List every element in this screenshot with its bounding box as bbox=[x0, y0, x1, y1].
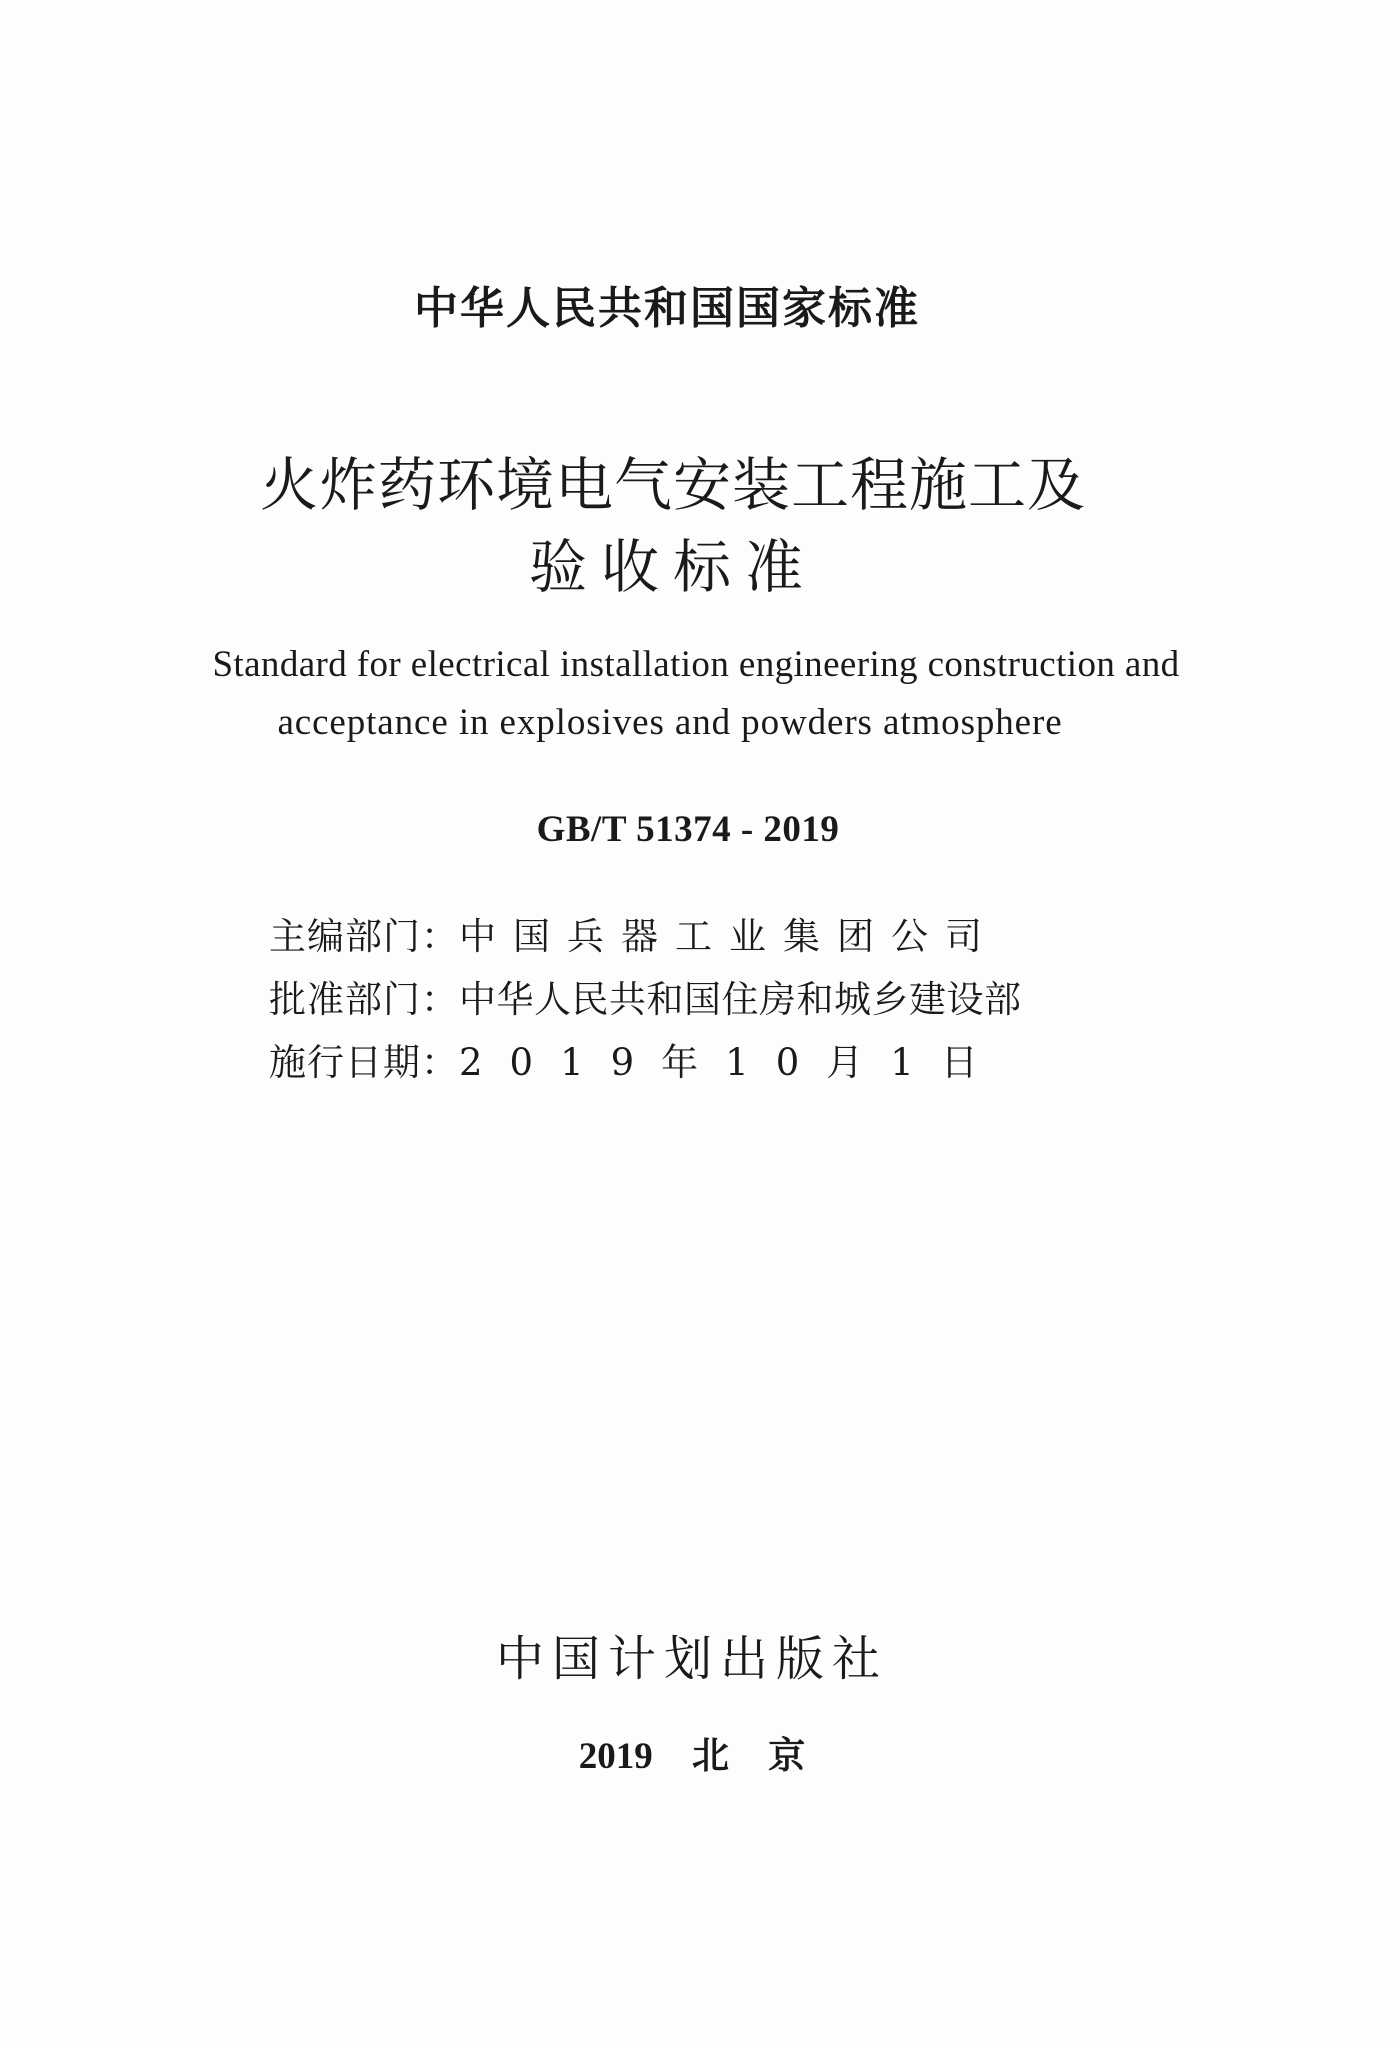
effective-date-value: 2019年10月1日 bbox=[459, 1041, 1005, 1084]
title-chinese-line-2: 验收标准 bbox=[528, 533, 817, 601]
national-standard-heading: 中华人民共和国国家标准 bbox=[414, 283, 920, 334]
standard-code: GB/T 51374 - 2019 bbox=[536, 809, 840, 850]
editor-label: 主编部门： bbox=[269, 915, 459, 958]
approver-row bbox=[269, 969, 1022, 1025]
approver-label: 批准部门： bbox=[269, 978, 459, 1021]
title-english-line-1: Standard for electrical installation engineering construction and bbox=[212, 644, 1180, 685]
editor-value: 中国兵器工业集团公司 bbox=[459, 915, 999, 958]
approver-value: 中华人民共和国住房和城乡建设部 bbox=[459, 978, 1022, 1021]
publication-year-place: 2019 北 京 bbox=[578, 1736, 806, 1777]
title-chinese-line-1: 火炸药环境电气安装工程施工及 bbox=[259, 451, 1086, 519]
effective-date-label: 施行日期： bbox=[269, 1041, 459, 1084]
effective-date-row bbox=[269, 1032, 1005, 1088]
editor-row bbox=[269, 906, 999, 962]
publisher-name: 中国计划出版社 bbox=[495, 1631, 888, 1687]
title-english-line-2: acceptance in explosives and powders atmosphere bbox=[277, 702, 1063, 743]
